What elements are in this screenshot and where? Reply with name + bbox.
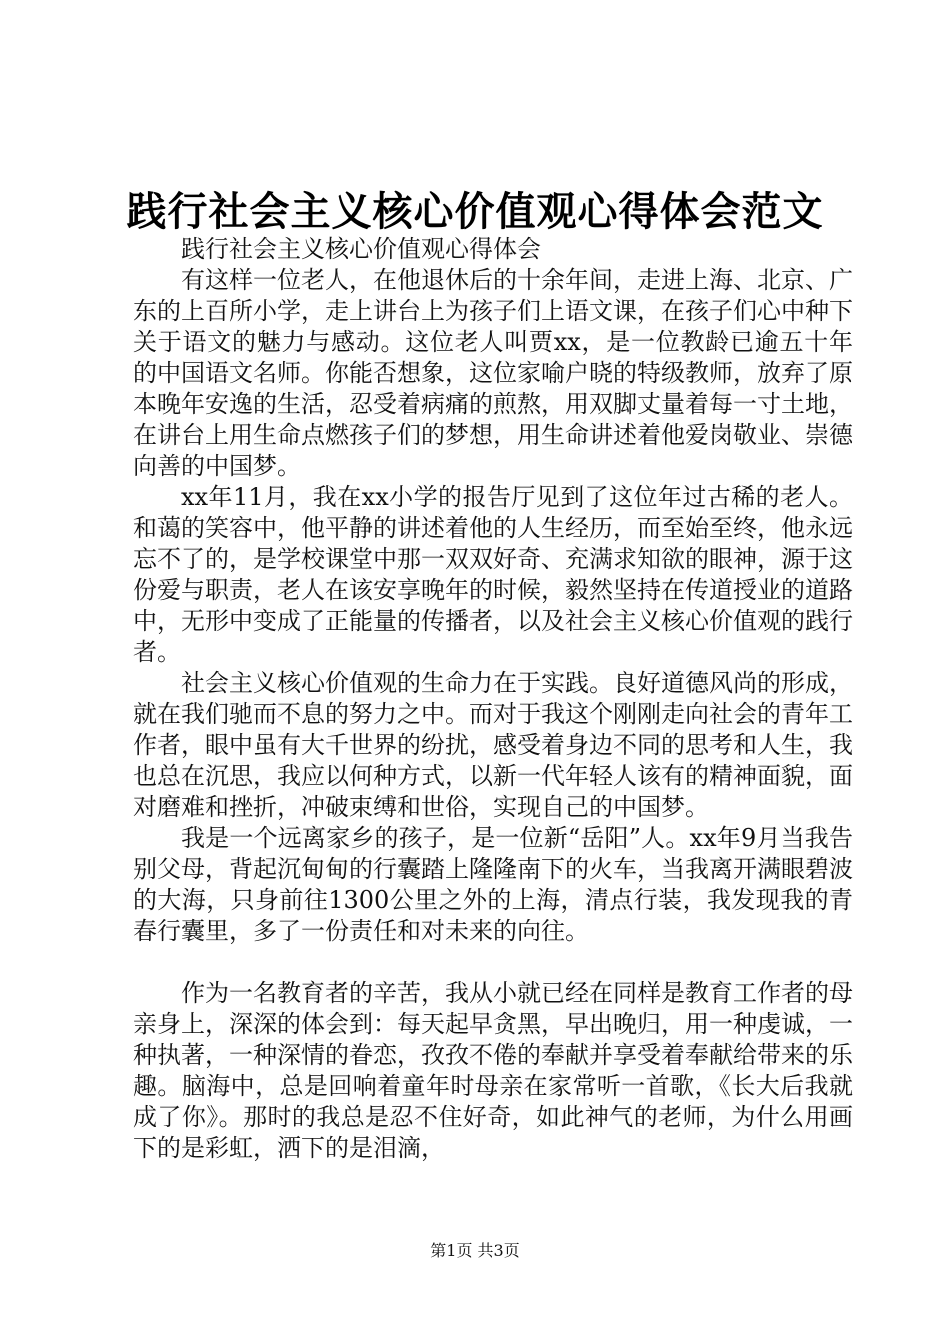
body-paragraph: 作为一名教育者的辛苦，我从小就已经在同样是教育工作者的母亲身上，深深的体会到：每天起早贪黑，早出晚归，用一种虔诚，一种执著，一种深情的眷恋，孜孜不倦的奉献并享受着奉献给带来的乐趣。脑海中，总是回响着童年时母亲在家常听一首歌，《长大后我就成了你》。那时的我总是忍不住好奇，如此神气的老师，为什么用画下的是彩虹，洒下的是泪滴， bbox=[133, 979, 853, 1162]
document-title: 践行社会主义核心价值观心得体会范文 bbox=[126, 188, 824, 235]
page-footer: 第1页 共3页 bbox=[430, 1241, 520, 1260]
paragraph-spacer bbox=[133, 947, 853, 978]
body-paragraph: 我是一个远离家乡的孩子，是一位新“岳阳”人。xx年9月当我告别父母，背起沉甸甸的行囊踏上隆隆南下的火车，当我离开满眼碧波的大海，只身前往1300公里之外的上海，清点行装，我发现我的青春行囊里，多了一份责任和对未来的向往。 bbox=[133, 824, 853, 945]
body-paragraph: xx年11月，我在xx小学的报告厅见到了这位年过古稀的老人。和蔼的笑容中，他平静的讲述着他的人生经历，而至始至终，他永远忘不了的，是学校课堂中那一双双好奇、充满求知欲的眼神，源于这份爱与职责，老人在该安享晚年的时候，毅然坚持在传道授业的道路中，无形中变成了正能量的传播者，以及社会主义核心价值观的践行者。 bbox=[133, 483, 853, 666]
document-body bbox=[133, 234, 853, 1164]
body-paragraph: 有这样一位老人，在他退休后的十余年间，走进上海、北京、广东的上百所小学，走上讲台上为孩子们上语文课，在孩子们心中种下关于语文的魅力与感动。这位老人叫贾xx，是一位教龄已逾五十年的中国语文名师。你能否想象，这位家喻户晓的特级教师，放弃了原本晚年安逸的生活，忍受着病痛的煎熬，用双脚丈量着每一寸土地，在讲台上用生命点燃孩子们的梦想，用生命讲述着他爱岗敬业、崇德向善的中国梦。 bbox=[133, 266, 853, 480]
subtitle-paragraph: 践行社会主义核心价值观心得体会 bbox=[181, 235, 541, 263]
body-paragraph: 社会主义核心价值观的生命力在于实践。良好道德风尚的形成，就在我们驰而不息的努力之中。而对于我这个刚刚走向社会的青年工作者，眼中虽有大千世界的纷扰，感受着身边不同的思考和人生，我也总在沉思，我应以何种方式，以新一代年轻人该有的精神面貌，面对磨难和挫折，冲破束缚和世俗，实现自己的中国梦。 bbox=[133, 669, 853, 821]
